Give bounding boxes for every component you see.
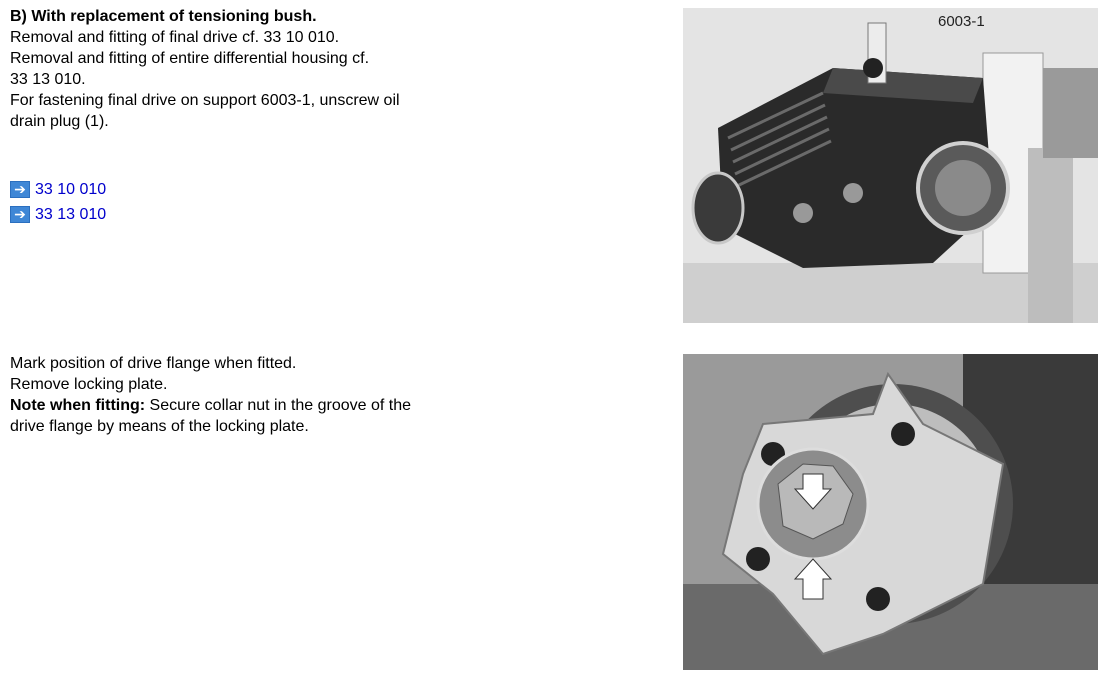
reference-link-33-10-010[interactable]: 33 10 010 [35,181,107,198]
section-tensioning-bush [10,6,480,132]
instruction-line: Remove locking plate. [10,376,168,393]
instruction-line: Removal and fitting of final drive cf. 33 10 010. [10,29,340,46]
instruction-line: Removal and fitting of entire differential housing cf. [10,50,370,67]
part-number-label: 6003-1 [938,13,985,30]
drive-flange-photo [683,354,1098,670]
reference-links [10,177,106,227]
reference-link-row[interactable] [10,177,106,202]
section-heading: B) With replacement of tensioning bush. [10,8,317,25]
reference-link-row[interactable] [10,202,106,227]
note-label: Note when fitting: [10,397,146,414]
instruction-line: For fastening final drive on support 6003-1, unscrew oil [10,92,400,109]
final-drive-on-support-photo [683,8,1098,323]
arrow-right-icon[interactable]: ➔ [10,181,30,198]
reference-link-33-13-010[interactable]: 33 13 010 [35,206,107,223]
arrow-right-icon[interactable]: ➔ [10,206,30,223]
instruction-line: Mark position of drive flange when fitted. [10,355,297,372]
note-paragraph [10,395,480,416]
note-text: Secure collar nut in the groove of the [145,397,412,414]
section-drive-flange [10,353,480,437]
note-text-continued: drive flange by means of the locking plate. [10,418,309,435]
instruction-line: 33 13 010. [10,71,86,88]
instruction-line: drain plug (1). [10,113,109,130]
